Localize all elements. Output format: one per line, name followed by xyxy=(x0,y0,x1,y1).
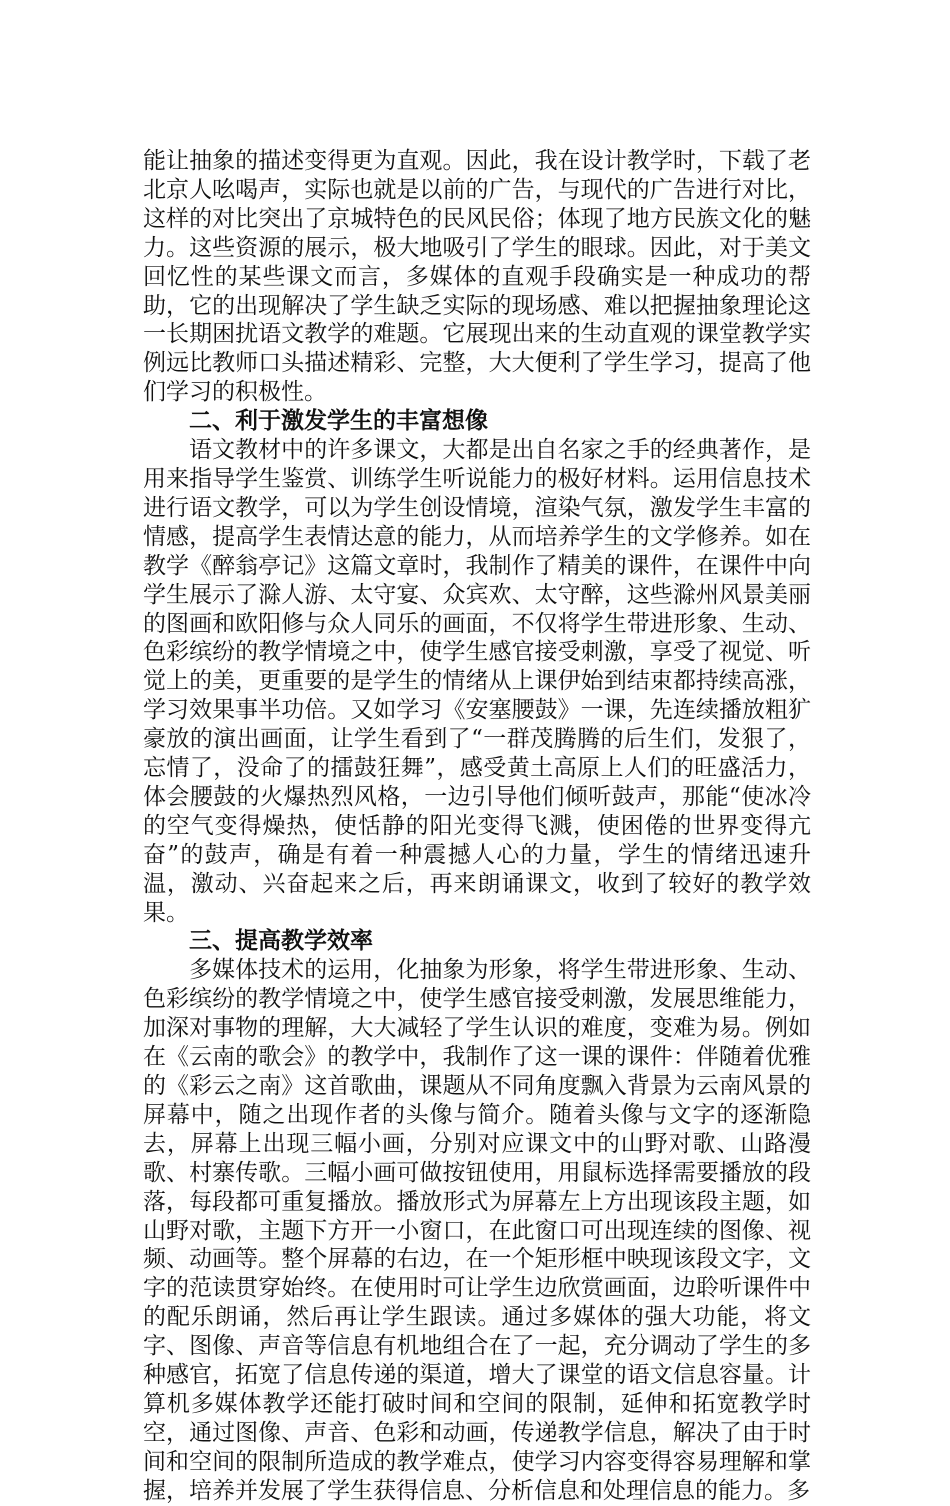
section-heading-3: 三、提高教学效率 xyxy=(189,928,373,955)
document-page xyxy=(143,147,811,1506)
paragraph-section-3: 多媒体技术的运用，化抽象为形象，将学生带进形象、生动、色彩缤纷的教学情境之中，使学生感官接受刺激，发展思维能力，加深对事物的理解，大大减轻了学生认识的难度，变难为易。例如在《云南的歌会》的教学中，我制作了这一课的课件：伴随着优雅的《彩云之南》这首歌曲，课题从不同角度飘入背景为云南风景的屏幕中，随之出现作者的头像与简介。随着头像与文字的逐渐隐去，屏幕上出现三幅小画，分别对应课文中的山野对歌、山路漫歌、村寨传歌。三幅小画可做按钮使用，用鼠标选择需要播放的段落，每段都可重复播放。播放形式为屏幕左上方出现该段主题，如山野对歌，主题下方开一小窗口，在此窗口可出现连续的图像、视频、动画等。整个屏幕的右边，在一个矩形框中映现该段文字，文字的范读贯穿始终。在使用时可让学生边欣赏画面，边聆听课件中的配乐朗诵，然后再让学生跟读。通过多媒体的强大功能，将文字、图像、声音等信息有机地组合在了一起，充分调动了学生的多种感官，拓宽了信息传递的渠道，增大了课堂的语文信息容量。计算机多媒体教学还能打破时间和空间的限制，延伸和拓宽教学时空，通过图像、声音、色彩和动画，传递教学信息，解决了由于时间和空间的限制所造成的教学难点，使学习内容变得容易理解和掌握，培养并发展了学生获得信息、分析信息和处理信息的能力。多 xyxy=(143,957,811,1504)
section-heading-2: 二、利于激发学生的丰富想像 xyxy=(189,408,488,435)
paragraph-continued: 能让抽象的描述变得更为直观。因此，我在设计教学时，下载了老北京人吆喝声，实际也就是以前的广告，与现代的广告进行对比，这样的对比突出了京城特色的民风民俗；体现了地方民族文化的魅力。这些资源的展示，极大地吸引了学生的眼球。因此，对于美文回忆性的某些课文而言，多媒体的直观手段确实是一种成功的帮助，它的出现解决了学生缺乏实际的现场感、难以把握抽象理论这一长期困扰语文教学的难题。它展现出来的生动直观的课堂教学实例远比教师口头描述精彩、完整，大大便利了学生学习，提高了他们学习的积极性。 xyxy=(143,148,811,406)
paragraph-section-2: 语文教材中的许多课文，大都是出自名家之手的经典著作，是用来指导学生鉴赏、训练学生听说能力的极好材料。运用信息技术进行语文教学，可以为学生创设情境，渲染气氛，激发学生丰富的情感，提高学生表情达意的能力，从而培养学生的文学修养。如在教学《醉翁亭记》这篇文章时，我制作了精美的课件，在课件中向学生展示了滁人游、太守宴、众宾欢、太守醉，这些滁州风景美丽的图画和欧阳修与众人同乐的画面，不仅将学生带进形象、生动、色彩缤纷的教学情境之中，使学生感官接受刺激，享受了视觉、听觉上的美，更重要的是学生的情绪从上课伊始到结束都持续高涨，学习效果事半功倍。又如学习《安塞腰鼓》一课，先连续播放粗犷豪放的演出画面，让学生看到了“一群茂腾腾的后生们，发狠了，忘情了，没命了的擂鼓狂舞”，感受黄土高原上人们的旺盛活力，体会腰鼓的火爆热烈风格，一边引导他们倾听鼓声，那能“使冰冷的空气变得燥热，使恬静的阳光变得飞溅，使困倦的世界变得亢奋”的鼓声，确是有着一种震撼人心的力量，学生的情绪迅速升温，激动、兴奋起来之后，再来朗诵课文，收到了较好的教学效果。 xyxy=(143,437,811,926)
